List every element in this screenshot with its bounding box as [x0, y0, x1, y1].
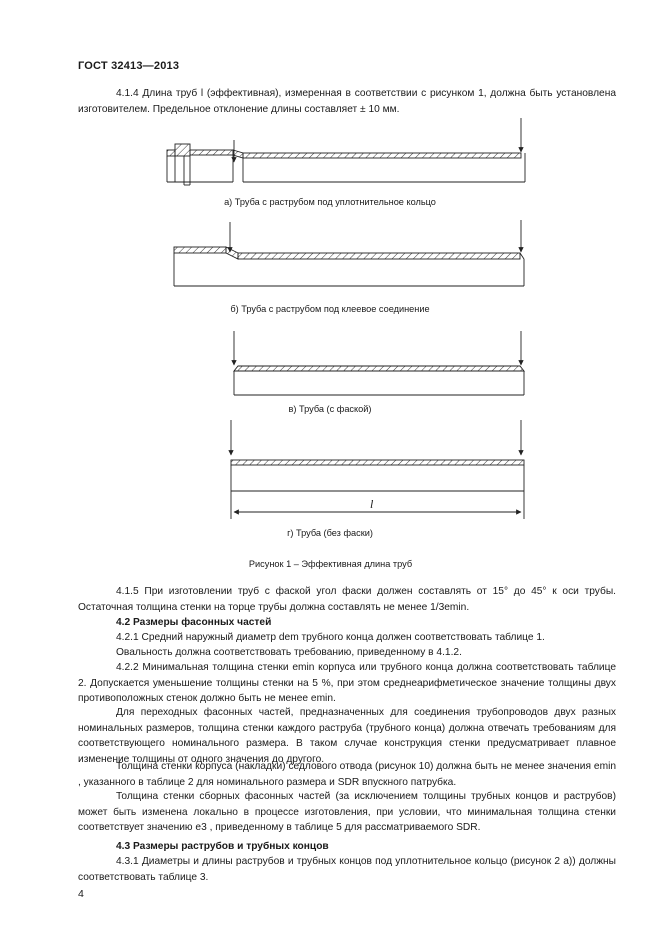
length-label: l	[370, 497, 374, 511]
pipe-a-drawing	[167, 118, 525, 185]
paragraph-fabricated-fittings: Толщина стенки сборных фасонных частей (за исключением толщины трубных концов и раструбов) может быть изменена локально в процессе изготовления, при условии, что минимальная толщина стенки соответствует значению e3 , приведенному в таблице 5 для рассматриваемого SDR.	[78, 791, 616, 834]
paragraph-saddle: Толщина стенки корпуса (накладки) седлового отвода (рисунок 10) должна быть не менее значения emin , указанного в таблице 2 для номинального размера и SDR впускного патрубка.	[78, 761, 616, 788]
paragraph-4-3-1: 4.3.1 Диаметры и длины раструбов и трубных концов под уплотнительное кольцо (рисунок 2 а)) должны соответствовать таблице 3.	[78, 856, 616, 883]
pipe-c-drawing	[234, 331, 524, 395]
caption-c: в) Труба (с фаской)	[288, 404, 372, 414]
paragraph-4-2-1: 4.2.1 Средний наружный диаметр dem трубного конца должен соответствовать таблице 1.	[116, 632, 545, 643]
paragraph-transition-fittings: Для переходных фасонных частей, предназначенных для соединения трубопроводов двух разных номинальных размеров, толщина стенки каждого раструба (трубного конца) должна отвечать требованиям для соответствующего номинального размера. В таком случае конструкция стенки предусматривает плавное изменение толщины от одного значения до другого.	[78, 707, 616, 765]
caption-a: а) Труба с раструбом под уплотнительное кольцо	[224, 197, 436, 207]
paragraph-4-1-4: 4.1.4 Длина труб l (эффективная), измеренная в соответствии с рисунком 1, должна быть установлена изготовителем. Предельное отклонение длины составляет ± 10 мм.	[78, 88, 616, 115]
document-header: ГОСТ 32413—2013	[78, 60, 180, 72]
figure-title: Рисунок 1 – Эффективная длина труб	[248, 559, 413, 569]
section-heading-4-3: 4.3 Размеры раструбов и трубных концов	[116, 841, 329, 852]
page-number: 4	[78, 888, 84, 900]
paragraph-ovality: Овальность должна соответствовать требованию, приведенному в 4.1.2.	[116, 647, 462, 658]
pipe-b-drawing	[174, 220, 524, 286]
pipe-d-drawing	[231, 420, 524, 519]
caption-d: г) Труба (без фаски)	[287, 528, 373, 538]
paragraph-4-2-2: 4.2.2 Минимальная толщина стенки emin корпуса или трубного конца должна соответствовать таблице 2. Допускается уменьшение толщины стенки на 5 %, при этом среднеарифметическое значение толщины двух противоположных стенок должно быть не менее emin.	[78, 662, 616, 705]
caption-b: б) Труба с раструбом под клеевое соединение	[230, 304, 430, 314]
section-heading-4-2: 4.2 Размеры фасонных частей	[116, 617, 272, 628]
paragraph-4-1-5: 4.1.5 При изготовлении труб с фаской угол фаски должен составлять от 15° до 45° к оси трубы. Остаточная толщина стенки на торце трубы должна составлять не менее 1/3emin.	[78, 586, 616, 613]
